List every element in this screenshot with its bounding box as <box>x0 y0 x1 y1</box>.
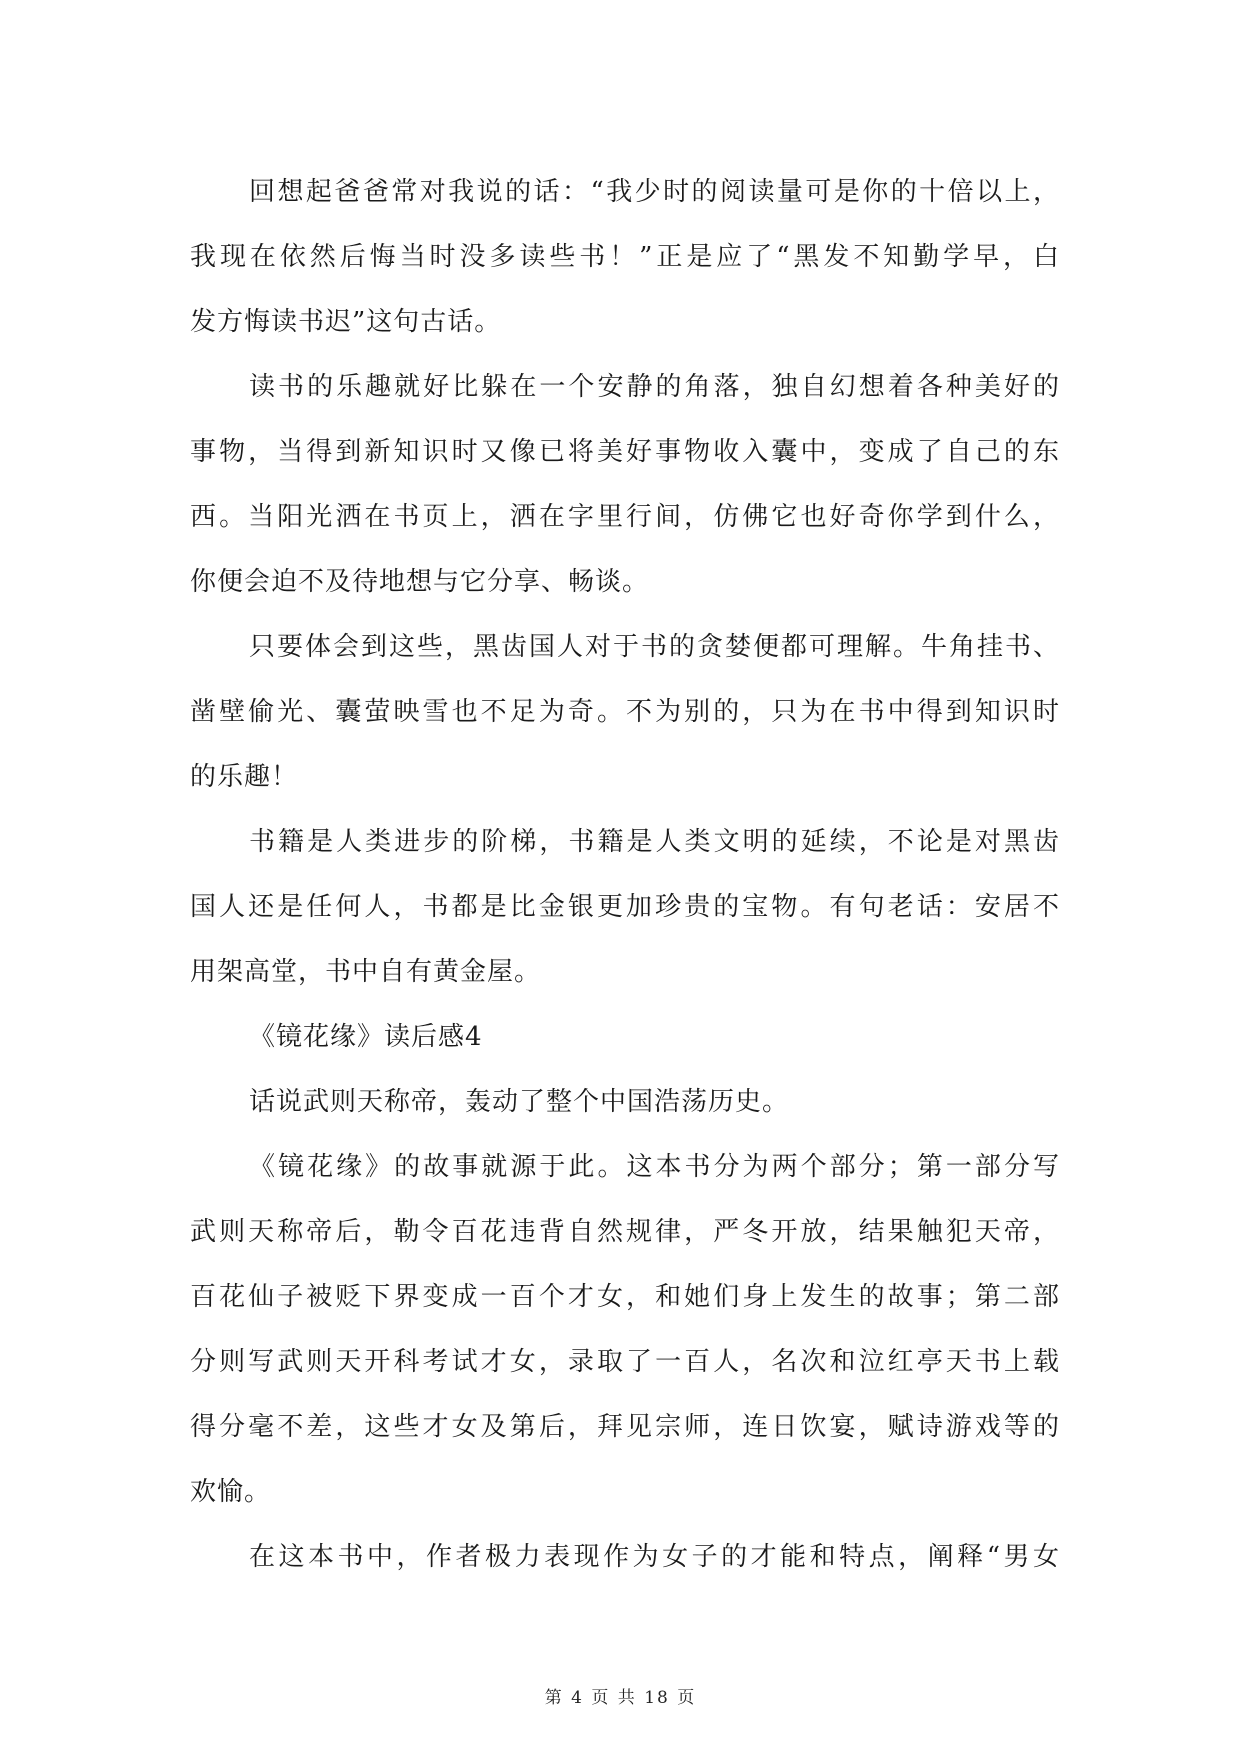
section-heading: 《镜花缘》读后感4 <box>249 1022 483 1052</box>
text-line: 你便会迫不及待地想与它分享、畅谈。 <box>190 567 650 597</box>
text-line: 读书的乐趣就好比躲在一个安静的角落，独自幻想着各种美好的 <box>249 372 1060 402</box>
text-line: 西。当阳光洒在书页上，洒在字里行间，仿佛它也好奇你学到什么， <box>190 502 1060 532</box>
text-line: 凿壁偷光、囊萤映雪也不足为奇。不为别的，只为在书中得到知识时 <box>190 697 1060 727</box>
text-line: 的乐趣！ <box>190 762 299 792</box>
text-line: 只要体会到这些，黑齿国人对于书的贪婪便都可理解。牛角挂书、 <box>249 632 1060 662</box>
page-footer: 第 4 页 共 18 页 <box>544 1688 697 1708</box>
text-line: 用架高堂，书中自有黄金屋。 <box>190 957 542 987</box>
text-line: 《镜花缘》的故事就源于此。这本书分为两个部分；第一部分写 <box>249 1152 1060 1182</box>
text-line: 欢愉。 <box>190 1477 272 1507</box>
body-text <box>190 160 1060 1590</box>
text-line: 发方悔读书迟”这句古话。 <box>190 307 502 337</box>
text-line: 国人还是任何人，书都是比金银更加珍贵的宝物。有句老话：安居不 <box>190 892 1060 922</box>
text-line: 我现在依然后悔当时没多读些书！”正是应了“黑发不知勤学早，白 <box>190 242 1060 272</box>
text-line: 话说武则天称帝，轰动了整个中国浩荡历史。 <box>249 1087 790 1117</box>
text-line: 武则天称帝后，勒令百花违背自然规律，严冬开放，结果触犯天帝， <box>190 1217 1060 1247</box>
text-line: 得分毫不差，这些才女及第后，拜见宗师，连日饮宴，赋诗游戏等的 <box>190 1412 1060 1442</box>
text-line: 百花仙子被贬下界变成一百个才女，和她们身上发生的故事；第二部 <box>190 1282 1060 1312</box>
text-line: 在这本书中，作者极力表现作为女子的才能和特点，阐释“男女 <box>249 1542 1060 1572</box>
text-line: 回想起爸爸常对我说的话：“我少时的阅读量可是你的十倍以上， <box>249 177 1060 207</box>
text-line: 书籍是人类进步的阶梯，书籍是人类文明的延续，不论是对黑齿 <box>249 827 1060 857</box>
text-line: 分则写武则天开科考试才女，录取了一百人，名次和泣红亭天书上载 <box>190 1347 1060 1377</box>
text-line: 事物，当得到新知识时又像已将美好事物收入囊中，变成了自己的东 <box>190 437 1060 467</box>
